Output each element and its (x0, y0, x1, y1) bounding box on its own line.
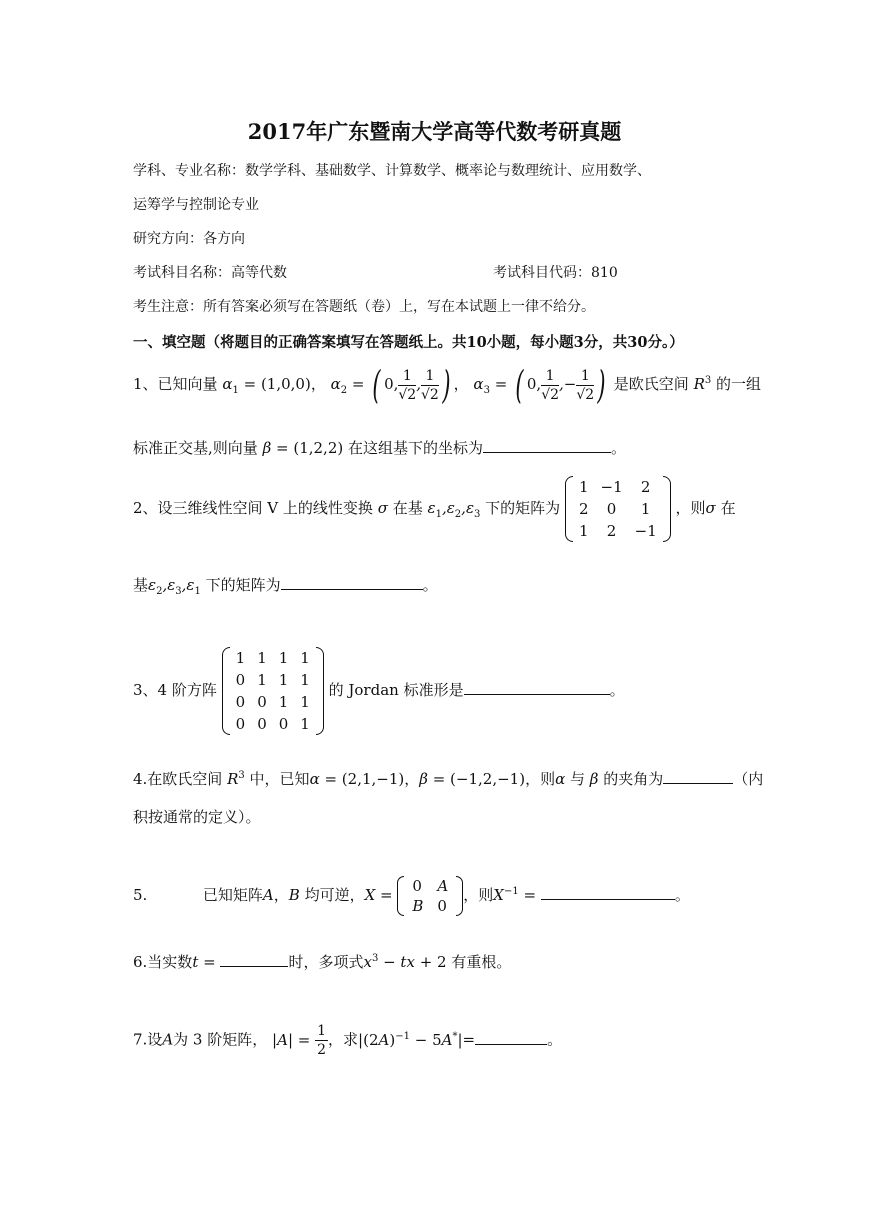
q4-beta-2: β (589, 770, 599, 788)
q5-X-inverse: $X^{-1}$ = (493, 886, 537, 904)
research-direction: 研究方向：各方向 (133, 231, 245, 247)
q7-det-A: |A| = $\frac{1}{2}$ (272, 1023, 327, 1058)
q7-text-c: ，求 (328, 1030, 359, 1049)
q5-text-d: ，则 (463, 886, 494, 904)
question-4-line-2: 积按通常的定义）。 (133, 808, 261, 826)
q7-A: A (162, 1030, 174, 1049)
q5-num: 5. (133, 886, 148, 904)
q5-A: A (262, 886, 274, 904)
exam-code: 考试科目代码：810 (493, 265, 618, 281)
q3-text-b: 的 Jordan 标准形是 (328, 681, 464, 699)
q2-text-f: 基 (133, 576, 149, 594)
q1-text-b: 是欧氏空间 (613, 375, 689, 393)
q4-text-c: ，则 (525, 770, 556, 788)
subject-line-1: 学科、专业名称：数学学科、基础数学、计算数学、概率论与数理统计、应用数学、 (133, 163, 651, 179)
q1-end: 。 (611, 439, 627, 457)
q6-polynomial: $x^3$ − tx + 2 (363, 953, 447, 971)
subject-line-2: 运筹学与控制论专业 (133, 197, 259, 213)
q4-alpha-2: α (555, 770, 566, 788)
q1-space: $R^3$ (693, 375, 712, 393)
q4-answer-blank (663, 769, 733, 784)
q3-matrix: 1 1 1 1 0 1 1 1 0 0 1 1 0 0 0 1 (222, 647, 324, 735)
q2-text-e: 在 (720, 499, 736, 517)
q4-space: $R^3$ (227, 770, 245, 788)
q2-answer-blank (281, 575, 423, 590)
q4-beta: β = (−1,2,−1) (419, 770, 526, 788)
question-2-line-1 (133, 476, 736, 542)
q2-sigma: σ (377, 499, 388, 517)
q6-text-b: 时，多项式 (288, 953, 364, 971)
q1-alpha2: $\alpha_2$ = ( 0, $\frac{1}{√2}$ , $\frac{1}{√2}$ ) (330, 363, 451, 407)
q1-beta: β = (1,2,2) (262, 439, 344, 457)
q1-text-e: 在这组基下的坐标为 (348, 439, 484, 457)
question-3 (133, 647, 625, 735)
exam-notice: 考生注意：所有答案必须写在答题纸（卷）上，写在本试题上一律不给分。 (133, 299, 595, 315)
q2-matrix: 1 −1 2 2 0 1 1 2 −1 (565, 476, 671, 542)
q1-alpha1: $\alpha_1 = (1,0,0)$ (222, 375, 311, 396)
q2-text-d: ，则 (675, 499, 706, 517)
q5-end: 。 (674, 886, 690, 904)
q2-basis-2: $\varepsilon_2,\varepsilon_3,\varepsilon_1$ (148, 576, 201, 597)
question-4-line-1: 4.在欧氏空间 $R^3$ 中，已知α = (2,1,−1)，β = (−1,2,−1)，则α 与 β 的夹角为 （内 (133, 770, 764, 788)
q6-answer-blank (220, 952, 288, 967)
q2-text-g: 下的矩阵为 (205, 576, 281, 594)
q2-text-a: 2、设三维线性空间 V 上的线性变换 (133, 499, 373, 517)
q5-B: B (288, 886, 300, 904)
exam-name: 考试科目名称：高等代数 (133, 265, 287, 281)
q1-text-d: 标准正交基,则向量 (133, 439, 258, 457)
page-title: 2017年广东暨南大学高等代数考研真题 (247, 119, 622, 144)
q7-expression: $|(2A)^{-1} - 5A^*|$ (358, 1030, 463, 1049)
question-1-line-2 (133, 437, 626, 458)
q6-t: t = (192, 953, 216, 971)
q5-text-c: 均可逆， (304, 886, 365, 904)
q5-text-b: ， (273, 886, 289, 904)
q3-answer-blank (464, 680, 610, 695)
q3-end: 。 (609, 681, 625, 699)
q4-text-b: 中，已知 (249, 770, 310, 788)
q1-text-a: 1、已知向量 (133, 375, 218, 393)
q1-alpha3: $\alpha_3$ = ( 0, $\frac{1}{√2}$ ,− $\frac{1}{√2}$ ) (473, 363, 606, 407)
q4-text-a: 4.在欧氏空间 (133, 770, 223, 788)
question-1-line-1: 1、已知向量 $\alpha_1 = (1,0,0)$， $\alpha_2$ = ( 0, $\frac{1}{√2}$ , $\frac{1}{√2}$ ) ， $\alpha_3$ = ( 0, $\frac{1}{√2}$ ,− $\frac{1}{√2}$ ) 是欧氏空间 $R^3$ 的一组 (133, 363, 762, 407)
q2-basis: $\varepsilon_1,\varepsilon_2,\varepsilon_3$ (427, 499, 481, 520)
question-2-line-2 (133, 574, 438, 597)
q7-text-b: 为 3 阶矩阵， (173, 1030, 268, 1049)
q2-text-b: 在基 (392, 499, 423, 517)
question-7: 7.设A为 3 阶矩阵， |A| = $\frac{1}{2}$ ，求$|(2A)^{-1} - 5A^*|=$ 。 (133, 1023, 563, 1058)
q4-text-e: 的夹角为 (603, 770, 664, 788)
q4-alpha: α = (2,1,−1) (309, 770, 405, 788)
q5-X: X = (364, 886, 393, 904)
q6-text-a: 6.当实数 (133, 953, 193, 971)
q6-text-c: 有重根。 (451, 953, 512, 971)
q5-matrix: 0 A B 0 (397, 876, 463, 916)
q4-text-d: 与 (570, 770, 586, 788)
question-6 (133, 951, 511, 972)
question-5 (133, 876, 690, 916)
q1-answer-blank (483, 438, 611, 453)
q7-end: 。 (547, 1030, 563, 1049)
q1-text-c: 的一组 (716, 375, 762, 393)
q2-end: 。 (422, 576, 438, 594)
q4-text-f: （内 (733, 770, 764, 788)
q5-text-a: 已知矩阵 (202, 886, 263, 904)
q7-answer-blank (475, 1030, 547, 1045)
q2-text-c: 下的矩阵为 (485, 499, 561, 517)
q3-text-a: 3、4 阶方阵 (133, 681, 217, 699)
q2-sigma-2: σ (705, 499, 716, 517)
q7-text-a: 7.设 (133, 1030, 163, 1049)
q5-answer-blank (541, 885, 675, 900)
section-heading: 一、填空题（将题目的正确答案填写在答题纸上。共10小题，每小题3分，共30分。） (133, 334, 684, 351)
